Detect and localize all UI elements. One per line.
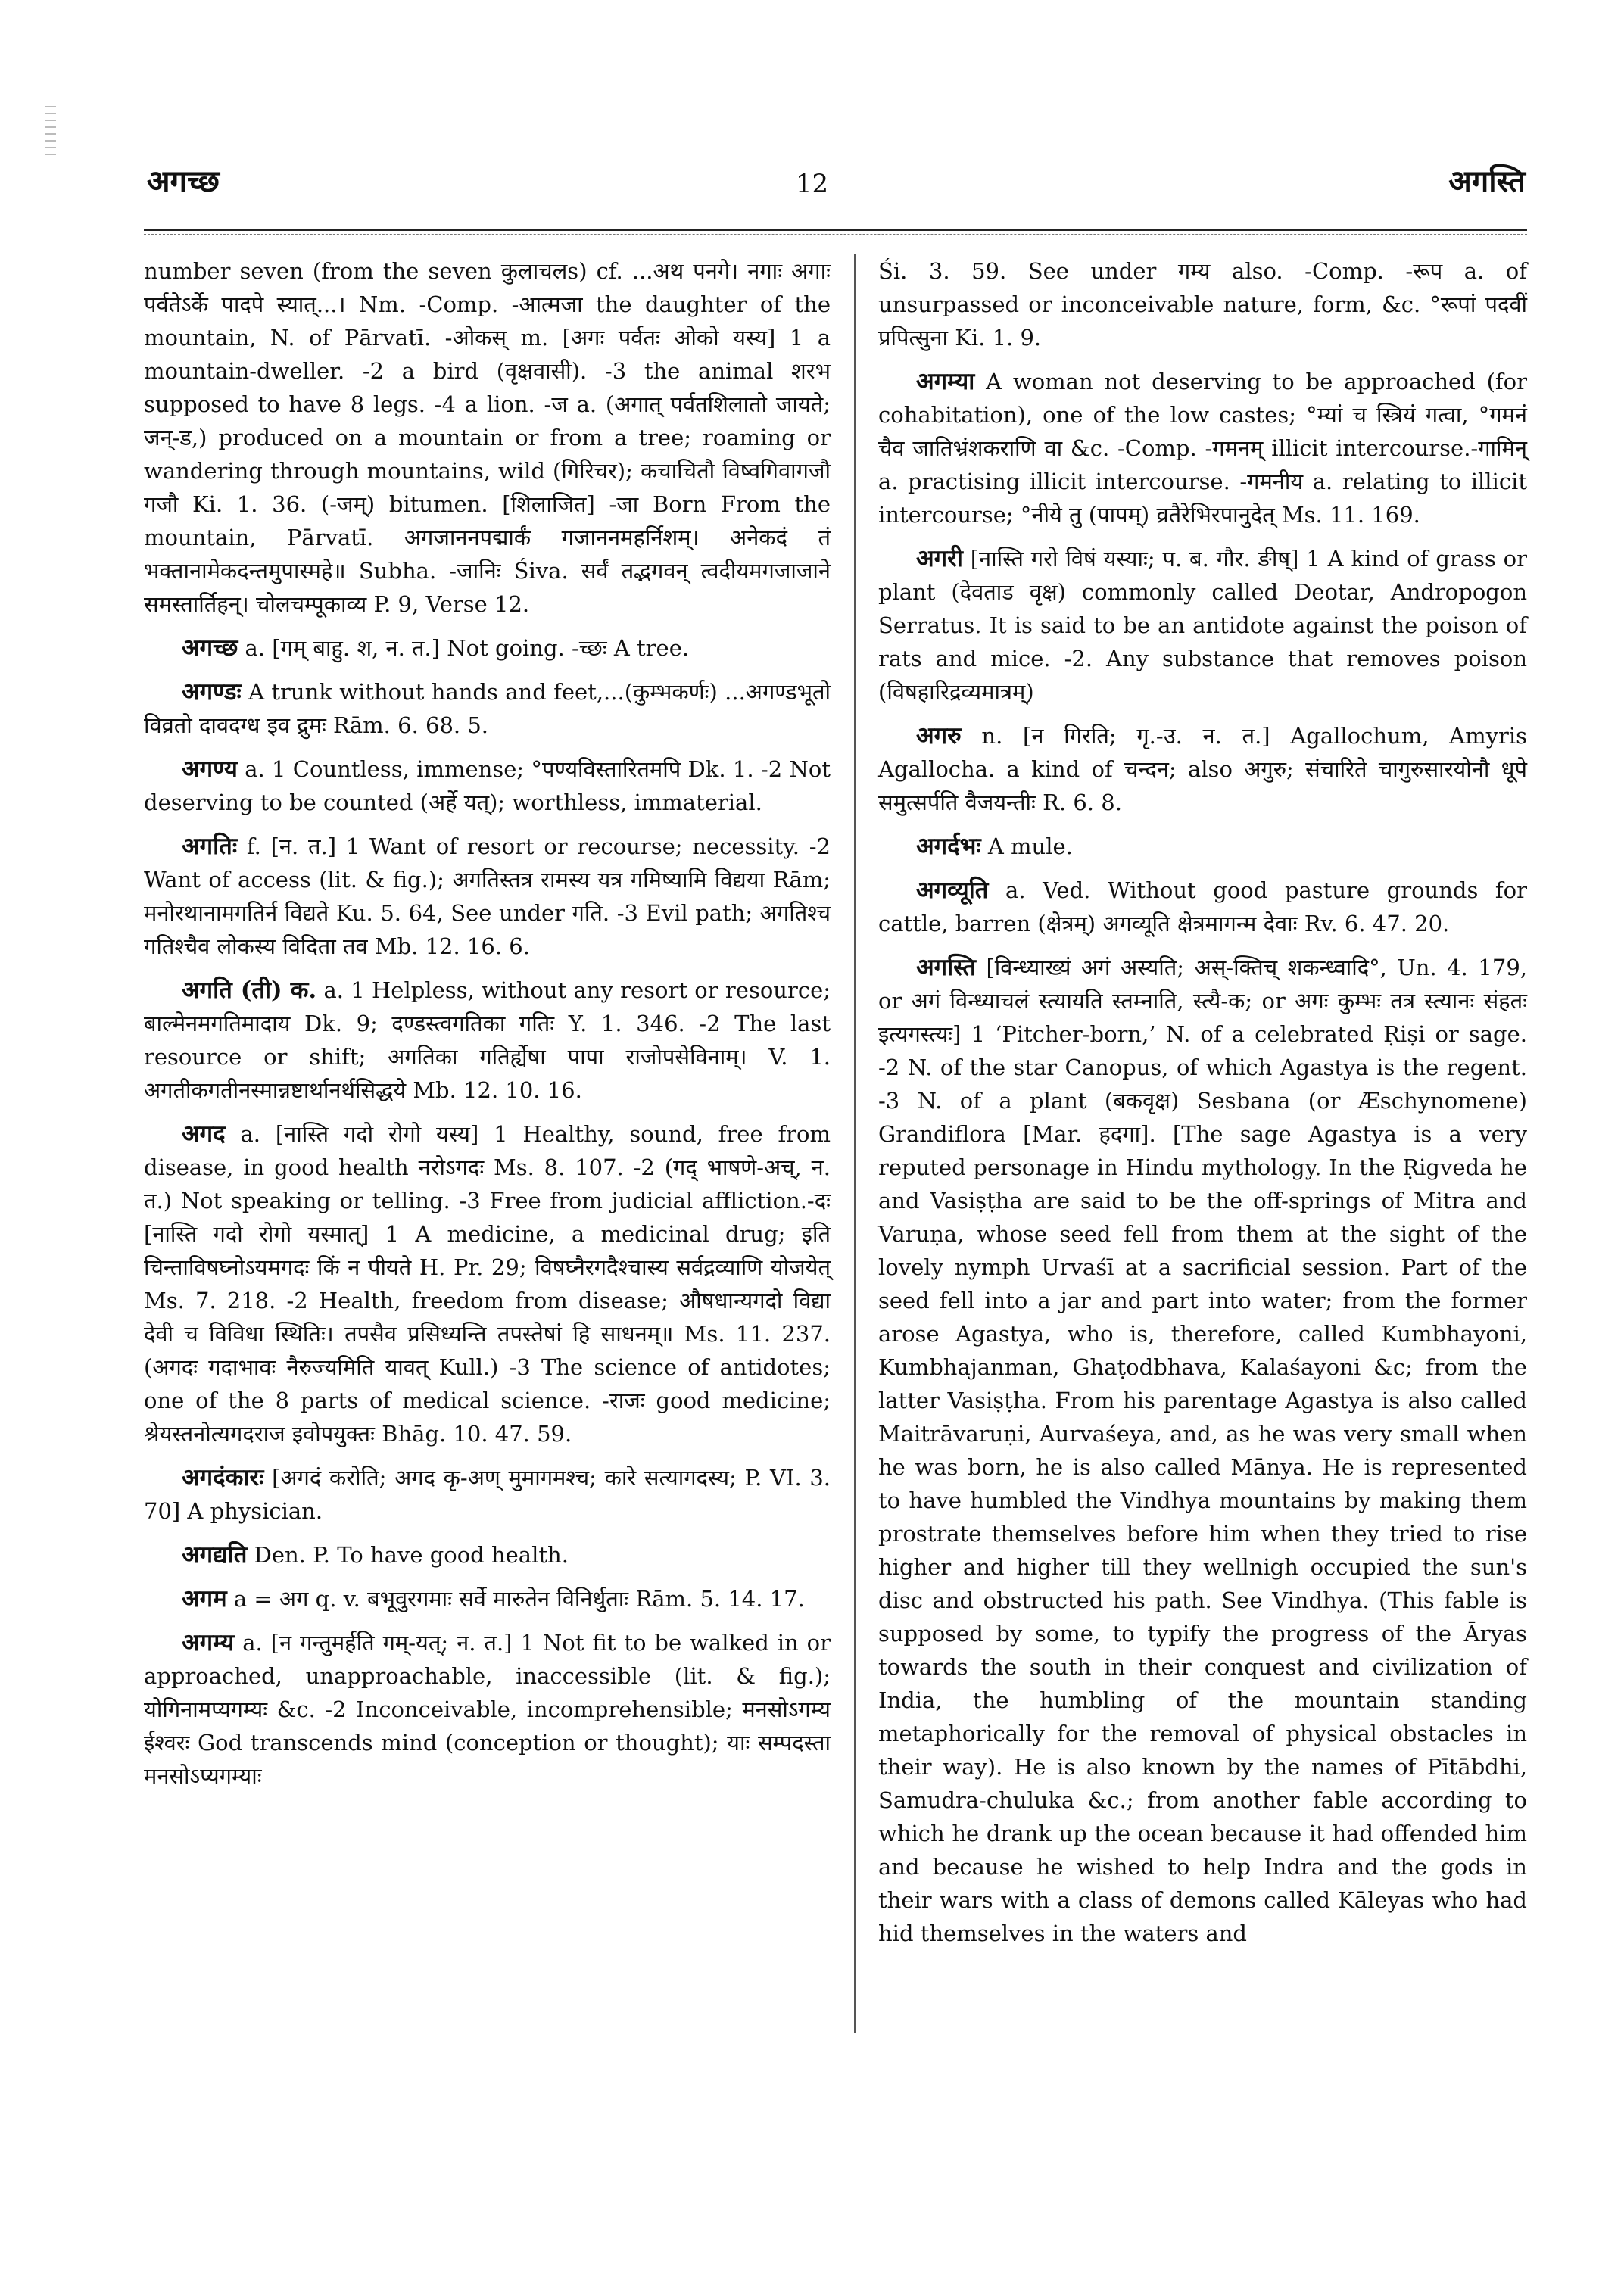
entry-agaccha (144, 631, 831, 665)
entry-text: [विन्ध्याख्यं अगं अस्यति; अस्-क्तिच् शकन्ध्वादि°, Un. 4. 179, or अगं विन्ध्याचलं स्त्यायति स्तम्नाति, स्त्यै-क; or अगः कुम्भः तत्र स्त्यानः संहतः इत्यगस्त्यः] 1 ‘Pitcher-born,’ N. of a celebrated Ṛiṣi or sage. -2 N. of the star Canopus, of which Agastya is the regent. -3 N. of a plant (बकवृक्ष) Sesbana (or Æschynomene) Grandiflora [Mar. हदगा]. [The sage Agastya is a very reputed personage in Hindu mythology. In the Ṛigveda he and Vasiṣṭha are said to be the off-springs of Mitra and Varuṇa, whose seed fell from them at the sight of the lovely nymph Urvaśī at a sacrificial session. Part of the seed fell into a jar and part into water; from the former arose Agastya, who is, therefore, called Kumbhayoni, Kumbhajanman, Ghaṭodbhava, Kalaśayoni &c; from the latter Vasiṣṭha. From his parentage Agastya is also called Maitrāvaruṇi, Aurvaśeya, and, as he was very small when he was born, he is also called Mānya. He is represented to have humbled the Vindhya mountains by making them prostrate themselves before him when they tried to rise higher and higher till they wellnigh occupied the sun's disc and obstructed his path. See Vindhya. (This fable is supposed by some, to typify the progress of the Āryas towards the south in their conquest and civilization of India, the humbling of the mountain standing metaphorically for the removal of physical obstacles in their way). He is also known by the names of Pītābdhi, Samudra-chuluka &c.; from another fable according to which he drank up the ocean because it had offended him and because he wished to help Indra and the gods in their wars with a class of demons called Kāleyas who had hid themselves in the waters and (878, 955, 1527, 1946)
entry-text: a. 1 Countless, immense; °पण्यविस्तारितमपि Dk. 1. -2 Not deserving to be counted (अर्हे यत्); worthless, immaterial. (144, 756, 831, 815)
guide-word-left: अगच्छ (147, 164, 220, 199)
right-column (878, 254, 1527, 1961)
entry-agada (144, 1117, 831, 1450)
guide-word-right: अगस्ति (1448, 164, 1526, 199)
header-rule (144, 229, 1527, 235)
entry-headword: अगरी (916, 545, 963, 572)
entry-text: a. [न गन्तुमर्हति गम्-यत्; न. त.] 1 Not fit to be walked in or approached, unapproachable, inaccessible (lit. & fig.); योगिनामप्यगम्यः &c. -2 Inconceivable, incomprehensible; मनसोऽगम्य ईश्वरः God transcends mind (conception or thought); याः सम्पदस्ता मनसोऽप्यगम्याः (144, 1630, 831, 1789)
entry-headword: अगद्यति (182, 1541, 248, 1569)
scan-margin-mark (45, 106, 56, 159)
entry-text: A woman not deserving to be approached (for cohabitation), one of the low castes; °म्यां च स्त्रियं गत्वा, °गमनं चैव जातिभ्रंशकराणि वा &c. -Comp. -गमनम् illicit intercourse.-गामिन् a. practising illicit intercourse. -गमनीय a. relating to illicit intercourse; °नीये तु (पापम्) व्रतैरेभिरपानुदेत् Ms. 11. 169. (878, 369, 1527, 528)
entry-headword: अगव्यूति (916, 877, 989, 904)
entry-agatih (144, 830, 831, 963)
entry-text: f. [न. त.] 1 Want of resort or recourse; necessity. -2 Want of access (lit. & fig.); अगतिस्तत्र रामस्य यत्र गमिष्यामि विद्यया Rām; मनोरथानामगतिर्न विद्यते Ku. 5. 64, See under गति. -3 Evil path; अगतिश्च गतिश्चैव लोकस्य विदिता तव Mb. 12. 16. 6. (144, 833, 831, 959)
entry-text: number seven (from the seven कुलाचलs) cf. ...अथ पनगे। नगाः अगाः पर्वतेऽर्के पादपे स्यात्...। Nm. -Comp. -आत्मजा the daughter of the mountain, N. of Pārvatī. -ओकस् m. [अगः पर्वतः ओको यस्य] 1 a mountain-dweller. -2 a bird (वृक्षवासी). -3 the animal शरभ supposed to have 8 legs. -4 a lion. -ज a. (अगात् पर्वतशिलातो जायते; जन्-ड,) produced on a mountain or from a tree; roaming or wandering through mountains, wild (गिरिचर); कचाचितौ विष्वगिवागजौ गजौ Ki. 1. 36. (-जम्) bitumen. [शिलाजित] -जा Born From the mountain, Pārvatī. अगजाननपद्मार्कं गजाननमहर्निशम्। अनेकदं तं भक्तानामेकदन्तमुपास्महे॥ Subha. -जानिः Śiva. सर्वं तद्भगवन् त्वदीयमगजाजाने समस्तार्तिहन्। चोलचम्पूकाव्य P. 9, Verse 12. (144, 258, 831, 617)
entry-text: a. [गम् बाहु. श, न. त.] Not going. -च्छः A tree. (245, 635, 690, 661)
entry-agamya-f (878, 365, 1527, 531)
entry-agari (878, 542, 1527, 709)
entry-text: [अगदं करोति; अगद कृ-अण् मुमागमश्च; कारे सत्यागदस्य; P. VI. 3. 70] A physician. (144, 1465, 831, 1524)
entry-agandah (144, 675, 831, 742)
entry-headword: अगण्डः (182, 678, 242, 706)
entry-agamya (144, 1626, 831, 1793)
entry-headword: अगरु (916, 722, 962, 749)
entry-headword: अगदंकारः (182, 1464, 264, 1491)
entry-text: Śi. 3. 59. See under गम्य also. -Comp. -रूप a. of unsurpassed or inconceivable nature, form, &c. °रूपां पदवीं प्रपित्सुना Ki. 1. 9. (878, 258, 1527, 350)
entry-headword: अगति (ती) क. (182, 977, 317, 1004)
entry-text: A trunk without hands and feet,...(कुम्भकर्णः) ...अगण्डभूतो विव्रतो दावदग्ध इव द्रुमः Rām. 6. 68. 5. (144, 679, 831, 738)
entry-headword: अगतिः (182, 833, 238, 860)
entry-agasti (878, 951, 1527, 1950)
entry-agardabhah (878, 830, 1527, 863)
entry-continuation (144, 254, 831, 621)
entry-headword: अगर्दभः (916, 833, 981, 860)
column-divider (854, 254, 856, 2033)
left-column (144, 254, 831, 1803)
entry-agaru (878, 719, 1527, 819)
entry-headword: अगच्छ (182, 634, 238, 662)
entry-agama (144, 1582, 831, 1615)
page-number: 12 (795, 169, 829, 199)
entry-agatika (144, 974, 831, 1107)
entry-headword: अगम्या (916, 368, 975, 395)
entry-headword: अगम (182, 1585, 227, 1612)
entry-text: a. Ved. Without good pasture grounds for cattle, barren (क्षेत्रम्) अगव्यूति क्षेत्रमागन्म देवाः Rv. 6. 47. 20. (878, 877, 1527, 936)
entry-text: a. 1 Helpless, without any resort or resource; बाल्मेनमगतिमादाय Dk. 9; दण्डस्त्वगतिका गतिः Y. 1. 346. -2 The last resource or shift; अगतिका गतिर्ह्येषा पापा राजोपसेविनाम्। V. 1. अगतीकगतीनस्मान्नष्टार्थानर्थसिद्धये Mb. 12. 10. 16. (144, 977, 831, 1103)
entry-text: Den. P. To have good health. (254, 1542, 569, 1568)
entry-text: n. [न गिरति; गृ.-उ. न. त.] Agallochum, Amyris Agallocha. a kind of चन्दन; also अगुरु; संचारिते चागुरुसारयोनौ धूपे समुत्सर्पति वैजयन्तीः R. 6. 8. (878, 723, 1528, 815)
entry-headword: अगण्य (182, 756, 238, 783)
entry-agadamkarah (144, 1461, 831, 1528)
entry-headword: अगम्य (182, 1629, 235, 1656)
entry-text: A mule. (987, 833, 1073, 859)
entry-headword: अगस्ति (916, 954, 976, 981)
entry-text: a = अग q. v. बभूवुरगमाः सर्वे मारुतेन विनिर्धुताः Rām. 5. 14. 17. (233, 1586, 805, 1612)
entry-aganya (144, 752, 831, 819)
entry-text: a. [नास्ति गदो रोगो यस्य] 1 Healthy, sound, free from disease, in good health नरोऽगदः Ms. 8. 107. -2 (गद् भाषणे-अच्, न. त.) Not speaking or telling. -3 Free from judicial affliction.-दः [नास्ति गदो रोगो यस्मात्] 1 A medicine, a medicinal drug; इति चिन्ताविषघ्नोऽयमगदः किं न पीयते H. Pr. 29; विषघ्नैरगदैश्चास्य सर्वद्रव्याणि योजयेत् Ms. 7. 218. -2 Health, freedom from disease; औषधान्यगदो विद्या देवी च विविधा स्थितिः। तपसैव प्रसिध्यन्ति तपस्तेषां हि साधनम्॥ Ms. 11. 237. (अगदः गदाभावः नैरुज्यमिति यावत् Kull.) -3 The science of antidotes; one of the 8 parts of medical science. -राजः good medicine; श्रेयस्तनोत्यगदराज इवोपयुक्तः Bhāg. 10. 47. 59. (144, 1121, 831, 1447)
entry-text: [नास्ति गरो विषं यस्याः; प. ब. गौर. ङीष्] 1 A kind of grass or plant (देवताड वृक्ष) commonly called Deotar, Andropogon Serratus. It is said to be an antidote against the poison of rats and mice. -2. Any substance that removes poison (विषहारिद्रव्यमात्रम्) (878, 546, 1527, 705)
entry-continuation (878, 254, 1527, 354)
entry-headword: अगद (182, 1120, 226, 1148)
entry-agavyuti (878, 874, 1527, 940)
entry-agadyati (144, 1538, 831, 1572)
